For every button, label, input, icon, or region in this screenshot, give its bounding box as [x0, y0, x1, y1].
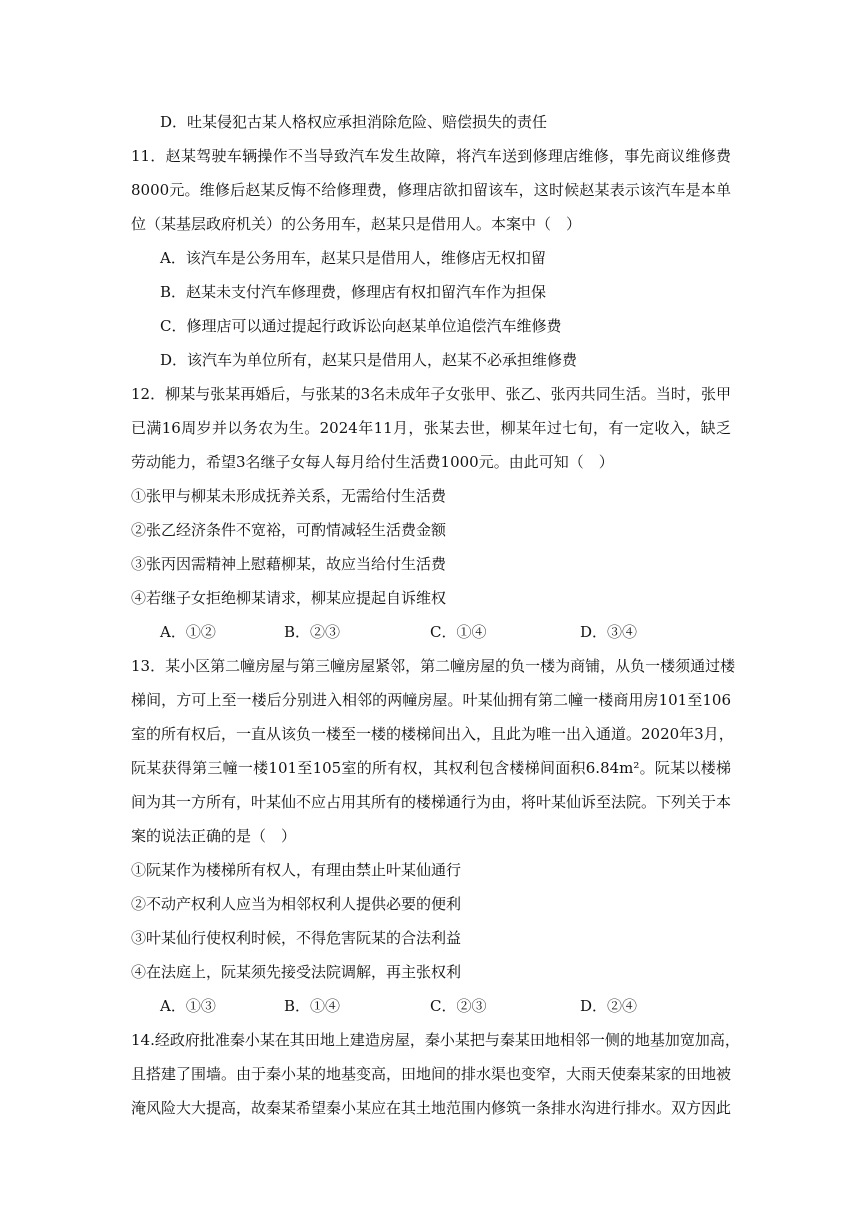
q13-choice-a: A．①③ [160, 997, 216, 1015]
q13-stem-line: 梯间，方可上至一楼后分别进入相邻的两幢房屋。叶某仙拥有第二幢一楼商用房101至106 [131, 691, 731, 709]
q11-option-b: B．赵某未支付汽车修理费，修理店有权扣留汽车作为担保 [160, 283, 547, 301]
q13-choice-d: D．②④ [580, 997, 638, 1015]
q13-stem-line: 案的说法正确的是（ ） [131, 827, 297, 845]
q12-stem-line: 12．柳某与张某再婚后，与张某的3名未成年子女张甲、张乙、张丙共同生活。当时，张甲 [131, 385, 731, 403]
q12-item: ①张甲与柳某未形成抚养关系，无需给付生活费 [131, 487, 447, 505]
q13-item: ②不动产权利人应当为相邻权利人提供必要的便利 [131, 895, 462, 913]
q12-choice-d: D．③④ [580, 623, 638, 641]
q12-stem-line: 劳动能力，希望3名继子女每人每月给付生活费1000元。由此可知（ ） [131, 453, 614, 471]
q12-choice-b: B．②③ [284, 623, 341, 641]
q11-option-c: C．修理店可以通过提起行政诉讼向赵某单位追偿汽车维修费 [160, 317, 562, 335]
q12-choice-a: A．①② [160, 623, 216, 641]
q12-choice-c: C．①④ [430, 623, 487, 641]
q13-stem-line: 室的所有权后，一直从该负一楼至一楼的楼梯间出入，且此为唯一出入通道。2020年3月， [131, 725, 734, 743]
q13-item: ①阮某作为楼梯所有权人，有理由禁止叶某仙通行 [131, 861, 462, 879]
q13-stem-line: 间为其一方所有，叶某仙不应占用其所有的楼梯通行为由，将叶某仙诉至法院。下列关于本 [131, 793, 732, 811]
q10-option-d: D．吐某侵犯古某人格权应承担消除危险、赔偿损失的责任 [160, 113, 548, 131]
q12-stem-line: 已满16周岁并以务农为生。2024年11月，张某去世，柳某年过七旬，有一定收入，缺乏 [131, 419, 731, 437]
q13-stem-line: 13．某小区第二幢房屋与第三幢房屋紧邻，第二幢房屋的负一楼为商铺，从负一楼须通过楼 [131, 657, 736, 675]
q13-stem-line: 阮某获得第三幢一楼101至105室的所有权，其权利包含楼梯间面积6.84m²。阮某以楼梯 [131, 759, 731, 777]
q11-option-d: D．该汽车为单位所有，赵某只是借用人，赵某不必承担维修费 [160, 351, 578, 369]
q12-item: ②张乙经济条件不宽裕，可酌情减轻生活费金额 [131, 521, 447, 539]
q13-item: ④在法庭上，阮某须先接受法院调解，再主张权利 [131, 963, 462, 981]
q13-choice-b: B．①④ [284, 997, 341, 1015]
q13-item: ③叶某仙行使权利时候，不得危害阮某的合法利益 [131, 929, 462, 947]
q11-stem-line: 8000元。维修后赵某反悔不给修理费，修理店欲扣留该车，这时候赵某表示该汽车是本单 [131, 181, 731, 199]
q14-stem-line: 且搭建了围墙。由于秦小某的地基变高，田地间的排水渠也变窄，大雨天使秦某家的田地被 [131, 1065, 732, 1083]
q12-item: ③张丙因需精神上慰藉柳某，故应当给付生活费 [131, 555, 447, 573]
q14-stem-line: 淹风险大大提高，故秦某希望秦小某应在其土地范围内修筑一条排水沟进行排水。双方因此 [131, 1099, 732, 1117]
q11-stem-line: 位（某基层政府机关）的公务用车，赵某只是借用人。本案中（ ） [131, 215, 582, 233]
q12-item: ④若继子女拒绝柳某请求，柳某应提起自诉维权 [131, 589, 447, 607]
q13-choice-c: C．②③ [430, 997, 487, 1015]
q14-stem-line: 14.经政府批准秦小某在其田地上建造房屋，秦小某把与秦某田地相邻一侧的地基加宽加高， [131, 1031, 740, 1049]
q11-stem-line: 11．赵某驾驶车辆操作不当导致汽车发生故障，将汽车送到修理店维修，事先商议维修费 [131, 147, 731, 165]
q11-option-a: A．该汽车是公务用车，赵某只是借用人，维修店无权扣留 [160, 249, 546, 267]
